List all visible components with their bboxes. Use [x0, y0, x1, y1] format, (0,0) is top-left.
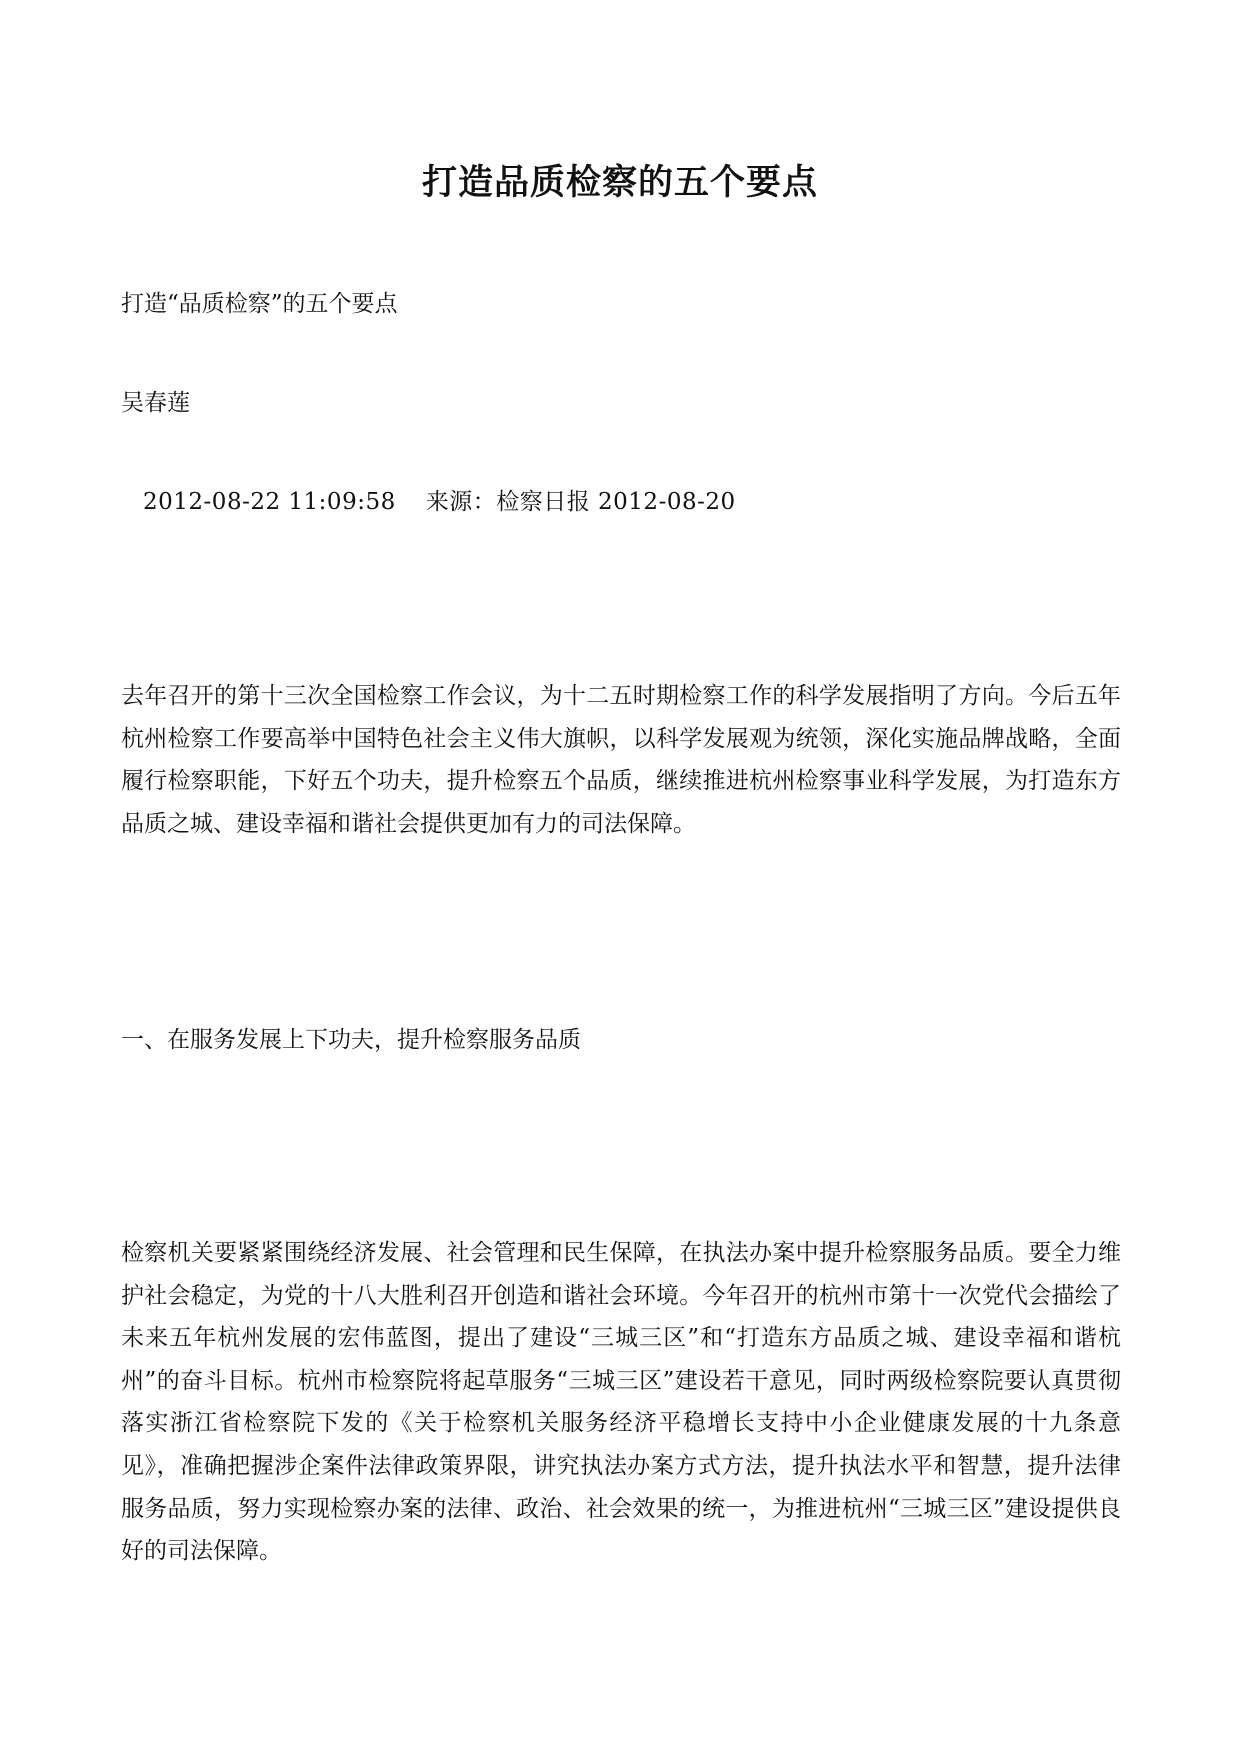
article-subtitle: 打造“品质检察”的五个要点: [121, 291, 398, 317]
section-1-paragraph: 检察机关要紧紧围绕经济发展、社会管理和民生保障，在执法办案中提升检察服务品质。要全力维护社会稳定，为党的十八大胜利召开创造和谐社会环境。今年召开的杭州市第十一次党代会描绘了未来五年杭州发展的宏伟蓝图，提出了建设“三城三区”和“打造东方品质之城、建设幸福和谐杭州”的奋斗目标。杭州市检察院将起草服务“三城三区”建设若干意见，同时两级检察院要认真贯彻落实浙江省检察院下发的《关于检察机关服务经济平稳增长支持中小企业健康发展的十九条意见》，准确把握涉企案件法律政策界限，讲究执法办案方式方法，提升执法水平和智慧，提升法律服务品质，努力实现检察办案的法律、政治、社会效果的统一，为推进杭州“三城三区”建设提供良好的司法保障。: [121, 1240, 1121, 1565]
document-title: 打造品质检察的五个要点: [421, 162, 818, 203]
publish-timestamp: 2012-08-22 11:09:58: [143, 489, 396, 515]
author-name: 吴春莲: [121, 390, 190, 416]
section-heading-1: 一、在服务发展上下功夫，提升检察服务品质: [121, 1027, 581, 1053]
source-info: 来源：检察日报 2012-08-20: [425, 489, 736, 515]
intro-paragraph: 去年召开的第十三次全国检察工作会议，为十二五时期检察工作的科学发展指明了方向。今后五年杭州检察工作要高举中国特色社会主义伟大旗帜，以科学发展观为统领，深化实施品牌战略，全面履行检察职能，下好五个功夫，提升检察五个品质，继续推进杭州检察事业科学发展，为打造东方品质之城、建设幸福和谐社会提供更加有力的司法保障。: [121, 683, 1121, 837]
dateline: [143, 486, 736, 518]
